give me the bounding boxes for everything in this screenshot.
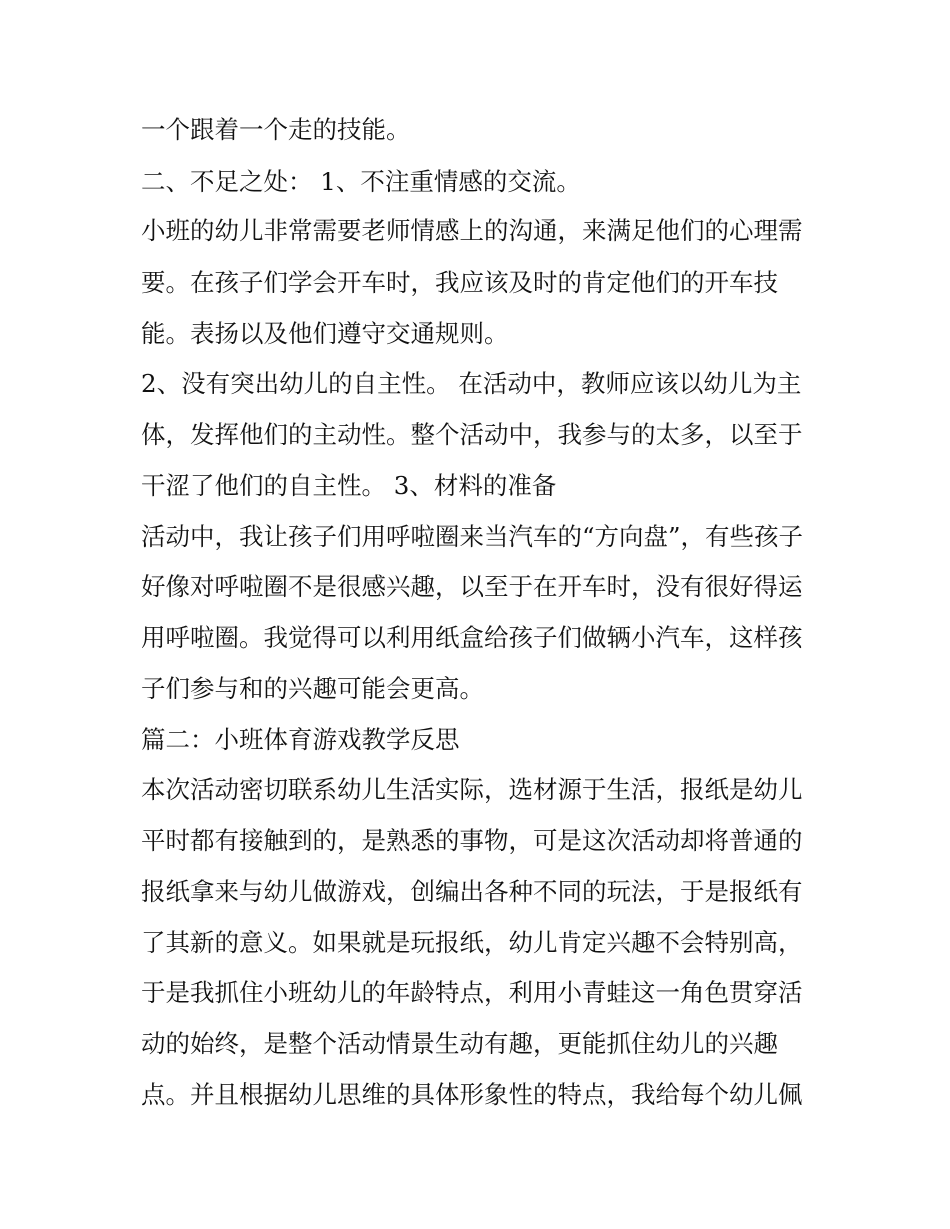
text-line: 本次活动密切联系幼儿生活实际，选材源于生活，报纸是幼儿	[141, 775, 803, 804]
text-line: 能。表扬以及他们遵守交通规则。	[141, 319, 509, 348]
section-title-part-two: 篇二：小班体育游戏教学反思	[141, 725, 460, 754]
text-line: 子们参与和的兴趣可能会更高。	[141, 674, 484, 703]
text-line: 活动中，我让孩子们用呼啦圈来当汽车的“方向盘”，有些孩子	[141, 522, 804, 551]
section-heading-shortcomings: 二、不足之处： 1、不注重情感的交流。	[141, 167, 581, 196]
text-line: 报纸拿来与幼儿做游戏，创编出各种不同的玩法，于是报纸有	[141, 877, 803, 906]
text-line: 干涩了他们的自主性。 3、材料的准备	[141, 471, 557, 500]
text-line: 用呼啦圈。我觉得可以利用纸盒给孩子们做辆小汽车，这样孩	[141, 623, 803, 652]
text-line: 点。并且根据幼儿思维的具体形象性的特点，我给每个幼儿佩	[141, 1080, 803, 1109]
text-line: 于是我抓住小班幼儿的年龄特点，利用小青蛙这一角色贯穿活	[141, 978, 803, 1007]
text-line: 好像对呼啦圈不是很感兴趣，以至于在开车时，没有很好得运	[141, 572, 803, 601]
text-line: 小班的幼儿非常需要老师情感上的沟通，来满足他们的心理需	[141, 216, 803, 245]
text-line: 平时都有接触到的，是熟悉的事物，可是这次活动却将普通的	[141, 826, 803, 855]
text-line: 体，发挥他们的主动性。整个活动中，我参与的太多，以至于	[141, 420, 803, 449]
text-line: 了其新的意义。如果就是玩报纸，幼儿肯定兴趣不会特别高，	[141, 928, 803, 957]
text-line: 要。在孩子们学会开车时，我应该及时的肯定他们的开车技	[141, 268, 778, 297]
text-line: 2、没有突出幼儿的自主性。 在活动中，教师应该以幼儿为主	[141, 369, 802, 398]
text-line: 一个跟着一个走的技能。	[141, 115, 411, 144]
text-line: 动的始终，是整个活动情景生动有趣，更能抓住幼儿的兴趣	[141, 1029, 778, 1058]
